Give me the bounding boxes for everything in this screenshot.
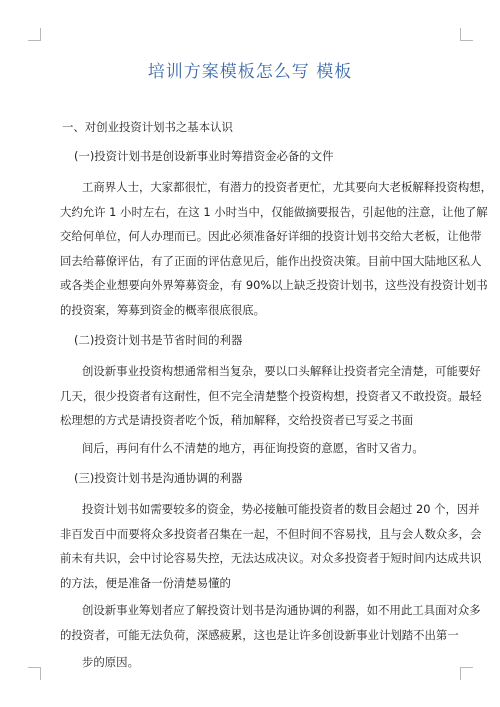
text-line: 前未有共识，会中讨论容易失控，无法达成决议。对众多投资者于短时间内达成共识 (60, 551, 482, 565)
text-line: 回去给幕僚评估，有了正面的评估意见后，能作出投资决策。目前中国大陆地区私人 (60, 253, 482, 268)
text-line: 创设新事业筹划者应了解投资计划书是沟通协调的利器，如不用此工具面对众多 (82, 603, 481, 617)
paragraph-3 (60, 497, 482, 595)
page-corner-mark-top-right (460, 28, 473, 41)
paragraph-1 (60, 175, 493, 322)
subsection-heading-2: (二)投资计划书是节省时间的利器 (74, 333, 243, 347)
text-line: 或各类企业想要向外界筹募资金，有 90%以上缺乏投资计划书，这些没有投资计划书 (60, 278, 488, 292)
paragraph-2-continued (60, 436, 443, 461)
text-line: 交给何单位，何人办理而已。因此必须准备好详细的投资计划书交给大老板，让他带 (60, 229, 482, 243)
section-heading: 一、对创业投资计划书之基本认识 (62, 120, 233, 134)
paragraph-4 (60, 598, 481, 647)
text-line: 间后，再问有什么不清楚的地方，再征询投资的意愿，省时又省力。 (82, 440, 424, 455)
subsection-heading-3: (三)投资计划书是沟通协调的利器 (74, 471, 243, 485)
document-title: 培训方案模板怎么写 模板 (147, 62, 353, 82)
paragraph-2 (60, 359, 482, 433)
paragraph-4-continued (60, 650, 443, 675)
page-corner-mark-top-left (28, 28, 41, 41)
text-line: 的投资案，筹募到资金的概率很底很底。 (60, 302, 266, 317)
text-line: 几天，很少投资者有这耐性，但不完全清楚整个投资构想，投资者又不敢投资。最轻 (60, 388, 482, 403)
text-line: 步的原因。 (82, 655, 139, 669)
text-line: 大约允许 1 小时左右，在这 1 小时当中，仅能做摘要报告，引起他的注意，让他了解 (60, 204, 488, 219)
text-line: 非百发百中而要将众多投资者召集在一起，不但时间不容易找，且与会人数众多，会 (60, 526, 482, 541)
text-line: 松理想的方式是请投资者吃个饭，稍加解释，交给投资者已写妥之书面 (60, 413, 414, 427)
subsection-heading-1: (一)投资计划书是创设新事业时筹措资金必备的文件 (74, 149, 334, 163)
text-line: 的投资者，可能无法负荷，深感疲累，这也是让许多创设新事业计划踏不出第一 (60, 627, 459, 642)
page-corner-mark-bottom-left (28, 667, 41, 680)
text-line: 创设新事业投资构想通常相当复杂，要以口头解释让投资者完全清楚，可能要好 (82, 364, 481, 378)
document-body (60, 116, 493, 678)
text-line: 的方法，便是准备一份清楚易懂的 (60, 575, 231, 590)
text-line: 投资计划书如需要较多的资金，势必接触可能投资者的数目会超过 20 个，因并 (82, 502, 480, 516)
text-line: 工商界人士，大家都很忙，有潜力的投资者更忙，尤其要向大老板解释投资构想， (82, 180, 493, 194)
page-corner-mark-bottom-right (460, 667, 473, 680)
